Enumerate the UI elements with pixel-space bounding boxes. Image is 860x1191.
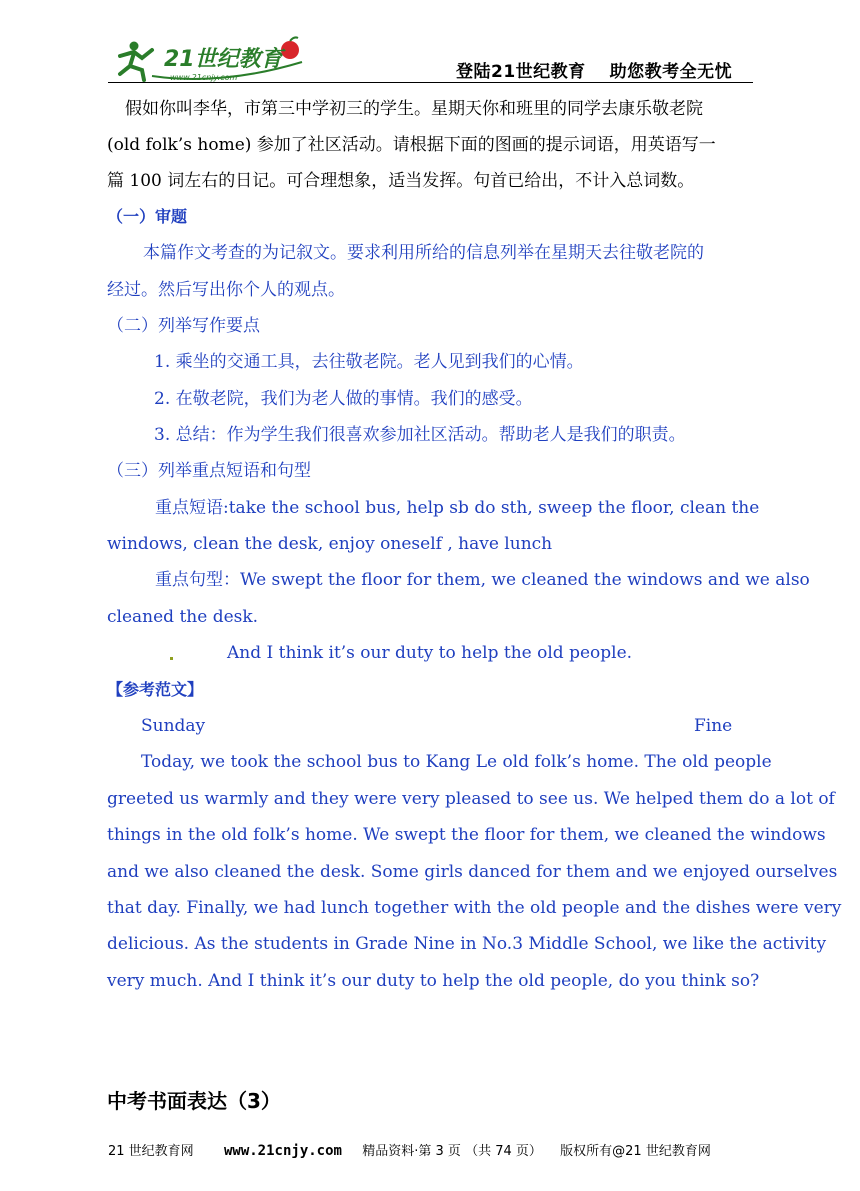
sentences-line-2: cleaned the desk.	[107, 607, 259, 627]
page-footer	[108, 1140, 711, 1159]
section-heading-phrases: （三）列举重点短语和句型	[107, 461, 311, 481]
sample-line: and we also cleaned the desk. Some girls danced for them and we enjoyed ourselves	[107, 862, 838, 882]
point-item-1: 1. 乘坐的交通工具，去往敬老院。老人见到我们的心情。	[154, 352, 584, 372]
header-divider	[108, 82, 753, 83]
site-logo	[112, 36, 312, 86]
footer-copyright: 版权所有@21 世纪教育网	[560, 1144, 711, 1159]
stray-mark	[170, 657, 173, 660]
header-slogan: 登陆21世纪教育 助您教考全无忧	[456, 62, 733, 82]
sample-line: very much. And I think it’s our duty to help the old people, do you think so?	[107, 971, 760, 991]
intro-line-2: (old folk’s home) 参加了社区活动。请根据下面的图画的提示词语，用英语写一	[107, 135, 716, 155]
logo-graphic	[112, 36, 312, 86]
section-heading-points: （二）列举写作要点	[107, 316, 260, 336]
phrases-line-1: 重点短语:take the school bus, help sb do sth, sweep the floor, clean the	[155, 498, 760, 518]
logo-text: 21世纪教育	[164, 47, 283, 72]
logo-url: www.21cnjy.com	[170, 73, 238, 82]
sample-line: Today, we took the school bus to Kang Le old folk’s home. The old people	[141, 752, 772, 772]
footer-left: 21 世纪教育网	[108, 1144, 194, 1159]
review-line-2: 经过。然后写出你个人的观点。	[107, 280, 345, 300]
next-section-heading: 中考书面表达（3）	[107, 1089, 281, 1113]
footer-page-info: 精品资料·第 3 页 （共 74 页）	[362, 1144, 542, 1159]
phrases-line-2: windows, clean the desk, enjoy oneself , have lunch	[107, 534, 553, 554]
sample-line: things in the old folk’s home. We swept the floor for them, we cleaned the windows	[107, 825, 826, 845]
diary-weather: Fine	[694, 716, 733, 736]
sentences-line-3: And I think it’s our duty to help the old people.	[227, 643, 633, 663]
section-heading-review: （一）审题	[107, 207, 188, 226]
sample-line: delicious. As the students in Grade Nine in No.3 Middle School, we like the activity	[107, 934, 827, 954]
point-item-2: 2. 在敬老院，我们为老人做的事情。我们的感受。	[154, 389, 533, 409]
diary-day: Sunday	[141, 716, 206, 736]
point-item-3: 3. 总结：作为学生我们很喜欢参加社区活动。帮助老人是我们的职责。	[154, 425, 686, 445]
sample-line: that day. Finally, we had lunch together with the old people and the dishes were very	[107, 898, 842, 918]
footer-site-link[interactable]: www.21cnjy.com	[223, 1143, 342, 1159]
sentences-line-1: 重点句型：We swept the floor for them, we cleaned the windows and we also	[155, 570, 810, 590]
review-line-1: 本篇作文考查的为记叙文。要求利用所给的信息列举在星期天去往敬老院的	[143, 243, 704, 263]
intro-line-3: 篇 100 词左右的日记。可合理想象，适当发挥。句首已给出，不计入总词数。	[107, 171, 695, 191]
sample-line: greeted us warmly and they were very pleased to see us. We helped them do a lot of	[107, 789, 835, 809]
section-heading-sample: 【参考范文】	[107, 680, 204, 699]
intro-line-1: 假如你叫李华，市第三中学初三的学生。星期天你和班里的同学去康乐敬老院	[125, 99, 703, 119]
